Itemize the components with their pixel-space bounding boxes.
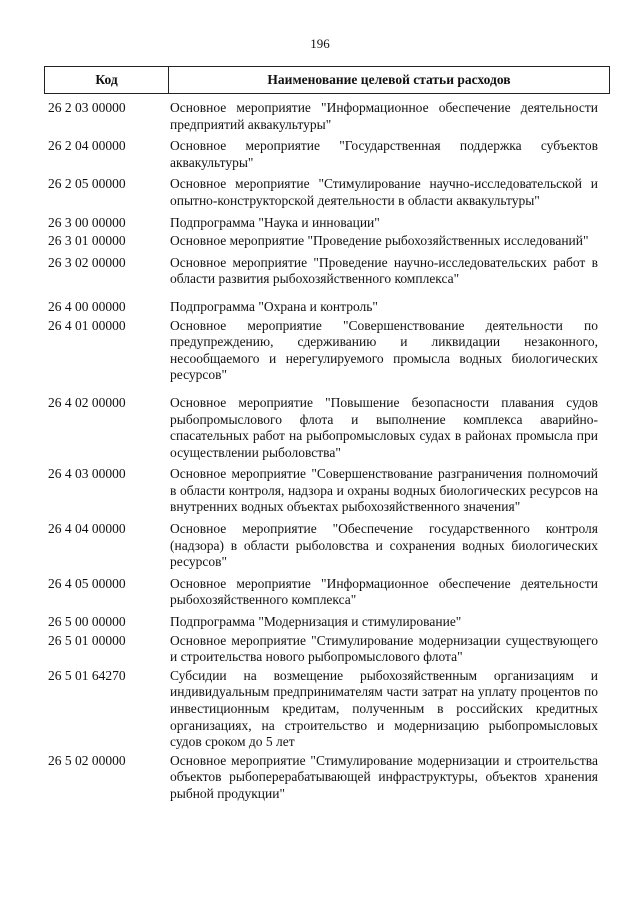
row-name: Основное мероприятие "Совершенствование разграничения полномочий в области контроля, надзора и охраны водных биологических ресурсов на внутренних водных объектах рыбохозяйственного значения" [170,466,598,515]
table-row [0,614,640,631]
row-code: 26 2 05 00000 [48,176,126,192]
table-row [0,576,640,609]
budget-items-list [0,100,640,803]
table-row [0,633,640,666]
table-row [0,176,640,209]
row-code: 26 5 00 00000 [48,614,126,630]
row-code: 26 2 03 00000 [48,100,126,115]
row-name: Субсидии на возмещение рыбохозяйственным организациям и индивидуальным предпринимателям части затрат на уплату процентов по инвестиционным кредитам, полученным в российских кредитных организациях, на строительство и модернизацию рыбопромысловых судов сроком до 5 лет [170,667,598,750]
row-code: 26 4 00 00000 [48,298,126,314]
table-row [0,233,640,250]
row-code: 26 4 01 00000 [48,317,126,333]
row-name: Основное мероприятие "Стимулирование модернизации и строительства объектов рыбоперерабатывающей инфраструктуры, объектов хранения рыбной продукции" [170,752,598,801]
table-row [0,215,640,232]
row-name: Основное мероприятие "Государственная поддержка субъектов аквакультуры" [170,138,598,170]
row-code: 26 4 04 00000 [48,521,126,537]
row-code: 26 5 01 00000 [48,632,126,648]
row-name: Подпрограмма "Охрана и контроль" [170,298,378,314]
row-name: Основное мероприятие "Повышение безопасности плавания судов рыбопромыслового флота и выполнение комплекса аварийно-спасательных работ на рыбопромысловых судах в районах промысла при осуществлении рыболовства" [170,394,598,460]
row-name: Основное мероприятие "Информационное обеспечение деятельности рыбохозяйственного комплекса" [170,575,598,608]
row-code: 26 4 02 00000 [48,394,126,410]
row-code: 26 3 00 00000 [48,214,126,230]
row-name: Основное мероприятие "Совершенствование деятельности по предупреждению, сдерживанию и ликвидации незаконного, несообщаемого и нерегулируемого промысла водных биологических ресурсов" [170,317,598,383]
row-code: 26 4 05 00000 [48,575,126,591]
table-row [0,466,640,516]
row-code: 26 5 02 00000 [48,752,126,768]
row-name: Подпрограмма "Модернизация и стимулирование" [170,614,462,630]
row-code: 26 5 01 64270 [48,667,126,683]
row-name: Основное мероприятие "Проведение рыбохозяйственных исследований" [170,233,589,249]
table-row [0,138,640,171]
row-name: Основное мероприятие "Проведение научно-исследовательских работ в области развития рыбохозяйственного комплекса" [170,254,598,287]
row-code: 26 2 04 00000 [48,138,126,154]
table-row [0,299,640,316]
table-row [0,100,640,133]
table-row [0,668,640,751]
row-name: Основное мероприятие "Обеспечение государственного контроля (надзора) в области рыболовства и сохранения водных биологических ресурсов" [170,521,598,570]
row-name: Основное мероприятие "Стимулирование научно-исследовательской и опытно-конструкторской деятельности в области аквакультуры" [170,176,598,208]
row-name: Основное мероприятие "Стимулирование модернизации существующего и строительства нового рыбопромыслового флота" [170,632,598,665]
code-column-header: Код [45,67,169,93]
page-number: 196 [310,36,330,51]
name-column-header: Наименование целевой статьи расходов [267,72,511,87]
table-row [0,753,640,803]
row-name: Подпрограмма "Наука и инновации" [170,214,380,230]
row-code: 26 3 01 00000 [48,233,126,249]
table-header [44,66,610,94]
table-row [0,521,640,571]
row-code: 26 3 02 00000 [48,254,126,270]
table-row [0,318,640,384]
row-name: Основное мероприятие "Информационное обеспечение деятельности предприятий аквакультуры" [170,100,598,132]
table-row [0,395,640,461]
row-code: 26 4 03 00000 [48,466,126,482]
table-row [0,255,640,288]
